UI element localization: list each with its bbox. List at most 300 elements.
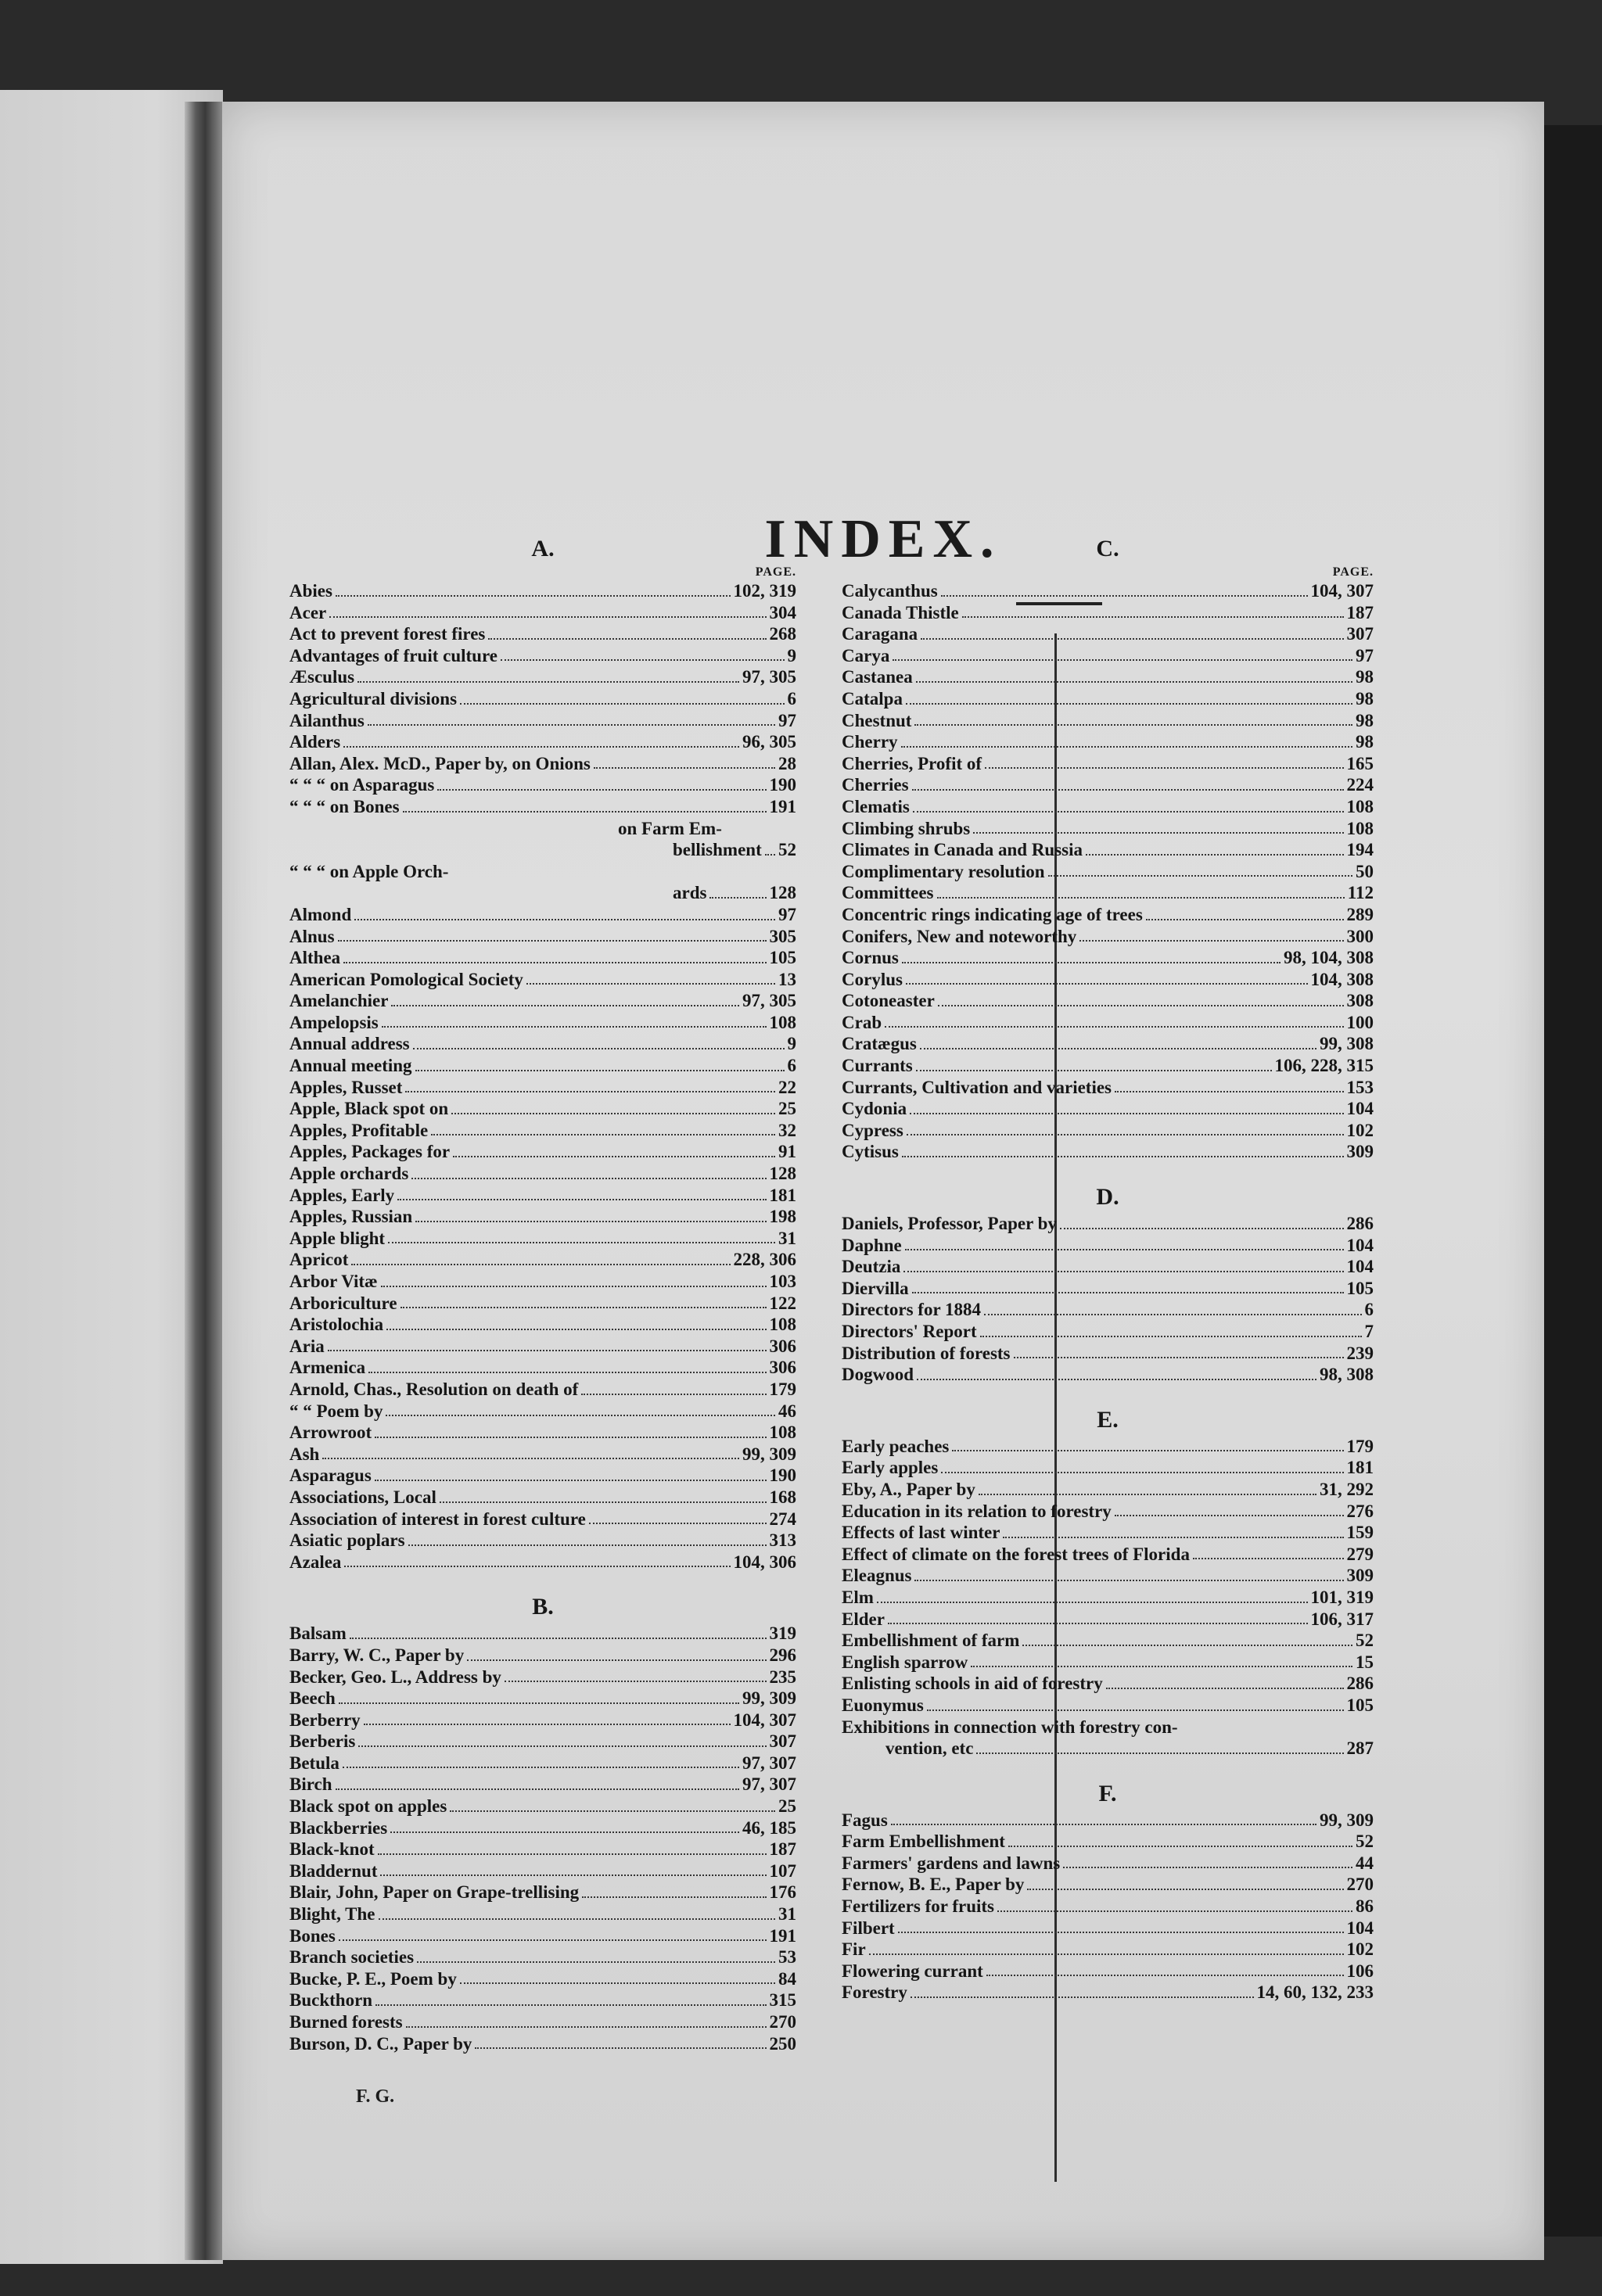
entry-name: Filbert — [842, 1918, 895, 1938]
leader-dots — [869, 1949, 1344, 1955]
entry-page-number: 191 — [769, 796, 796, 816]
leader-dots — [417, 1957, 775, 1963]
entry-page-number: 239 — [1346, 1343, 1374, 1363]
entry-name: Bladdernut — [289, 1860, 378, 1881]
leader-dots — [460, 698, 784, 705]
entry-name: Directors for 1884 — [842, 1300, 981, 1320]
index-entry — [842, 1256, 1374, 1278]
index-entry — [289, 731, 796, 753]
entry-page-number: 296 — [769, 1645, 796, 1665]
leader-dots — [375, 2000, 766, 2006]
index-entry — [842, 1321, 1374, 1343]
book-gutter — [185, 102, 222, 2260]
entry-page-number: 6 — [787, 688, 796, 709]
index-entry — [289, 1796, 796, 1817]
leader-dots — [350, 1633, 767, 1639]
index-entry — [842, 1810, 1374, 1831]
entry-name: Apple orchards — [289, 1164, 409, 1184]
index-entry — [289, 1012, 796, 1034]
entry-page-number: 112 — [1347, 883, 1374, 903]
entry-page-number: 104, 307 — [733, 1709, 796, 1730]
index-entry — [842, 645, 1374, 667]
entry-page-number: 104, 308 — [1310, 969, 1374, 989]
entry-name: Aristolochia — [289, 1315, 384, 1335]
leader-dots — [1146, 914, 1344, 920]
index-entry — [289, 2011, 796, 2033]
index-entry — [289, 1552, 796, 1573]
index-entry — [842, 861, 1374, 883]
index-entry — [289, 1774, 796, 1796]
leader-dots — [451, 1108, 775, 1114]
entry-page-number: 122 — [769, 1293, 796, 1313]
page-title: INDEX. — [764, 509, 1002, 569]
signature-mark: F. G. — [356, 2086, 395, 2107]
entry-name: Branch societies — [289, 1947, 415, 1968]
entry-name: Carya — [842, 645, 890, 665]
entry-page-number: 25 — [778, 1796, 796, 1817]
entry-page-number: 31 — [778, 1904, 796, 1925]
entry-page-number: 108 — [1346, 796, 1374, 816]
index-entry — [289, 688, 796, 710]
index-entry — [289, 1249, 796, 1271]
leader-dots — [594, 762, 775, 769]
index-entry — [289, 753, 796, 775]
entry-name: Act to prevent forest fires — [289, 624, 486, 644]
entry-name: Beech — [289, 1688, 336, 1709]
entry-name: Effects of last winter — [842, 1523, 1000, 1543]
entry-page-number: 274 — [769, 1509, 796, 1529]
index-entry-continuation: “ “ “ on Apple Orch- — [289, 861, 449, 881]
section-spacer — [842, 1386, 1374, 1405]
entry-name: “ “ “ on Bones — [289, 796, 400, 816]
entry-name: Enlisting schools in aid of forestry — [842, 1674, 1103, 1694]
leader-dots — [971, 1661, 1352, 1667]
entry-name: Elder — [842, 1609, 885, 1629]
index-entry — [842, 753, 1374, 775]
entry-name: Farmers' gardens and lawns — [842, 1853, 1061, 1873]
entry-name: Castanea — [842, 667, 913, 687]
leader-dots — [898, 1927, 1344, 1933]
entry-name: Berberis — [289, 1731, 356, 1752]
entry-page-number: 99, 309 — [742, 1444, 796, 1464]
leader-dots — [1048, 870, 1352, 877]
entry-name: “ “ “ on Asparagus — [289, 775, 435, 795]
leader-dots — [453, 1151, 775, 1157]
section-spacer — [289, 1573, 796, 1591]
entry-page-number: 104 — [1346, 1918, 1374, 1938]
section-heading: A. — [531, 536, 555, 561]
entry-name: Elm — [842, 1587, 874, 1607]
entry-page-number: 279 — [1346, 1544, 1374, 1564]
leader-dots — [382, 1021, 767, 1028]
leader-dots — [397, 1194, 766, 1200]
entry-name: Currants — [842, 1056, 913, 1076]
entry-page-number: 194 — [1346, 840, 1374, 860]
leader-dots — [1003, 1532, 1343, 1538]
entry-page-number: 97, 305 — [742, 991, 796, 1011]
index-entry — [289, 1098, 796, 1120]
entry-name: Directors' Report — [842, 1322, 977, 1341]
entry-name: Bucke, P. E., Poem by — [289, 1968, 457, 1989]
leader-dots — [388, 1237, 775, 1243]
entry-name: Farm Embellishment — [842, 1831, 1005, 1852]
entry-page-number: 104 — [1346, 1099, 1374, 1119]
entry-name: Cherries, Profit of — [842, 753, 982, 773]
index-entry — [842, 1213, 1374, 1235]
entry-name: Concentric rings indicating age of trees — [842, 904, 1143, 924]
leader-dots — [440, 1497, 767, 1503]
index-entry — [289, 947, 796, 969]
index-entry — [289, 645, 796, 667]
leader-dots — [406, 2022, 767, 2028]
leader-dots — [914, 1575, 1343, 1581]
entry-name: Agricultural divisions — [289, 688, 458, 709]
entry-name: Berberry — [289, 1709, 361, 1730]
index-entry — [289, 666, 796, 688]
entry-page-number: 304 — [769, 602, 796, 622]
leader-dots — [973, 827, 1343, 834]
index-entry — [842, 1343, 1374, 1365]
index-entry — [289, 1379, 796, 1401]
index-entry — [842, 1033, 1374, 1055]
entry-name: Flowering currant — [842, 1961, 983, 1981]
leader-dots — [505, 1676, 767, 1682]
index-entry — [289, 1293, 796, 1315]
entry-page-number: 98 — [1356, 732, 1374, 752]
entry-page-number: 31, 292 — [1320, 1479, 1374, 1499]
leader-dots — [1106, 1683, 1344, 1689]
entry-name: Cherries — [842, 775, 909, 795]
leader-dots — [368, 1367, 766, 1373]
index-entry — [842, 818, 1374, 840]
index-entry — [289, 990, 796, 1012]
index-entry — [289, 969, 796, 991]
entry-page-number: 50 — [1356, 861, 1374, 881]
index-entry — [842, 1831, 1374, 1853]
entry-page-number: 128 — [769, 883, 796, 903]
entry-page-number: 105 — [769, 948, 796, 968]
entry-name: Clematis — [842, 796, 910, 816]
entry-page-number: 181 — [769, 1185, 796, 1205]
index-entry — [289, 1989, 796, 2011]
entry-page-number: 84 — [778, 1968, 796, 1989]
entry-page-number: 86 — [1356, 1896, 1374, 1917]
entry-page-number: 104 — [1346, 1257, 1374, 1277]
entry-name: Early peaches — [842, 1436, 950, 1456]
entry-name: Arnold, Chas., Resolution on death of — [289, 1379, 579, 1399]
entry-page-number: 108 — [769, 1012, 796, 1032]
leader-dots — [1086, 849, 1343, 856]
entry-name: Corylus — [842, 969, 903, 989]
entry-name: Committees — [842, 883, 934, 903]
leader-dots — [391, 1000, 739, 1006]
index-entry — [289, 1731, 796, 1752]
entry-page-number: 102 — [1346, 1939, 1374, 1960]
entry-name: Climbing shrubs — [842, 818, 971, 838]
entry-page-number: 102, 319 — [733, 581, 796, 601]
index-entry — [842, 1278, 1374, 1300]
entry-name: Forestry — [842, 1982, 907, 2003]
index-entry — [842, 1961, 1374, 1982]
entry-page-number: 289 — [1346, 904, 1374, 924]
entry-page-number: 97, 307 — [742, 1752, 796, 1773]
entry-name: Cornus — [842, 948, 899, 968]
index-entry — [842, 1565, 1374, 1587]
leader-dots — [916, 676, 1352, 683]
leader-dots — [893, 655, 1352, 661]
entry-page-number: 187 — [769, 1839, 796, 1860]
entry-page-number: 250 — [769, 2033, 796, 2054]
entry-page-number: 46 — [778, 1401, 796, 1421]
leader-dots — [488, 633, 766, 640]
index-entry — [289, 1882, 796, 1903]
entry-page-number: 31 — [778, 1228, 796, 1248]
entry-page-number: 309 — [1346, 1566, 1374, 1586]
leader-dots — [914, 719, 1352, 726]
index-entry — [842, 1918, 1374, 1939]
index-entry — [842, 990, 1374, 1012]
index-column-right — [842, 533, 1374, 2004]
leader-dots — [980, 1331, 1362, 1337]
entry-page-number: 168 — [769, 1487, 796, 1507]
index-entry — [289, 1968, 796, 1990]
index-entry — [289, 1666, 796, 1688]
entry-page-number: 98 — [1356, 710, 1374, 730]
leader-dots — [582, 1892, 766, 1898]
index-entry — [842, 1853, 1374, 1874]
entry-page-number: 179 — [1346, 1436, 1374, 1456]
leader-dots — [917, 1374, 1316, 1380]
entry-name: Betula — [289, 1752, 339, 1773]
page-column-label: PAGE. — [1332, 565, 1374, 579]
leader-dots — [1014, 1352, 1344, 1358]
scan-border — [1544, 125, 1602, 2237]
leader-dots — [343, 957, 766, 963]
entry-name: Euonymus — [842, 1695, 924, 1715]
entry-page-number: 96, 305 — [742, 732, 796, 752]
leader-dots — [997, 1906, 1352, 1912]
entry-page-number: 224 — [1346, 775, 1374, 795]
entry-name: Fir — [842, 1939, 866, 1960]
entry-name: Allan, Alex. McD., Paper by, on Onions — [289, 753, 591, 773]
entry-name: Advantages of fruit culture — [289, 645, 497, 665]
leader-dots — [1060, 1223, 1344, 1229]
entry-name: Blackberries — [289, 1817, 388, 1838]
entry-name: Ampelopsis — [289, 1012, 379, 1032]
entry-name: Effect of climate on the forest trees of Florida — [842, 1544, 1190, 1564]
index-entry — [289, 904, 796, 926]
leader-dots — [415, 1216, 766, 1222]
index-entry — [842, 710, 1374, 732]
leader-dots — [338, 935, 767, 942]
entry-name: Apple, Black spot on — [289, 1099, 449, 1119]
leader-dots — [408, 1540, 767, 1546]
entry-name: Fernow, B. E., Paper by — [842, 1874, 1025, 1895]
entry-page-number: 32 — [778, 1120, 796, 1140]
entry-page-number: 9 — [787, 645, 796, 665]
index-entry — [842, 623, 1374, 645]
index-entry — [289, 839, 796, 861]
index-entry — [842, 1141, 1374, 1163]
leader-dots — [400, 1302, 767, 1308]
leader-dots — [901, 741, 1352, 748]
entry-page-number: 308 — [1346, 991, 1374, 1011]
leader-dots — [380, 1870, 766, 1876]
entry-name: Complimentary resolution — [842, 861, 1045, 881]
leader-dots — [979, 1489, 1316, 1495]
entry-page-number: 104 — [1346, 1235, 1374, 1255]
entry-name: Acer — [289, 602, 327, 622]
entry-name: Dogwood — [842, 1365, 914, 1385]
entry-name: Blight, The — [289, 1904, 375, 1925]
entry-page-number: 235 — [769, 1666, 796, 1687]
entry-page-number: 6 — [1364, 1300, 1374, 1320]
index-entry — [289, 882, 796, 904]
entry-page-number: 22 — [778, 1077, 796, 1097]
leader-dots — [437, 784, 766, 791]
index-entry — [289, 1444, 796, 1465]
leader-dots — [589, 1518, 767, 1524]
index-entry — [842, 731, 1374, 753]
index-entry — [289, 1077, 796, 1099]
index-entry — [842, 1939, 1374, 1961]
index-entry — [842, 1235, 1374, 1257]
leader-dots — [328, 1345, 767, 1351]
index-entry — [289, 1401, 796, 1422]
index-entry — [289, 1120, 796, 1142]
leader-dots — [903, 1266, 1343, 1272]
entry-page-number: 102 — [1346, 1120, 1374, 1140]
leader-dots — [1027, 1884, 1343, 1890]
index-entry — [842, 839, 1374, 861]
entry-name: Eleagnus — [842, 1566, 912, 1586]
leader-dots — [709, 892, 766, 899]
entry-name: Azalea — [289, 1552, 342, 1572]
leader-dots — [354, 914, 775, 920]
index-entry — [842, 1896, 1374, 1918]
leader-dots — [877, 1597, 1308, 1603]
leader-dots — [912, 1287, 1344, 1293]
entry-page-number: 181 — [1346, 1458, 1374, 1478]
index-entry — [842, 1874, 1374, 1896]
entry-page-number: 104, 306 — [733, 1552, 796, 1572]
leader-dots — [381, 1281, 767, 1287]
index-entry — [842, 666, 1374, 688]
leader-dots — [386, 1410, 775, 1416]
entry-page-number: 105 — [1346, 1278, 1374, 1298]
index-entry — [842, 1630, 1374, 1652]
leader-dots — [390, 1827, 739, 1833]
index-entry — [289, 710, 796, 732]
index-entry — [842, 926, 1374, 948]
entry-page-number: 286 — [1346, 1214, 1374, 1234]
entry-name: Daphne — [842, 1235, 902, 1255]
entry-name: Burson, D. C., Paper by — [289, 2033, 472, 2054]
entry-name: Asparagus — [289, 1465, 372, 1486]
index-entry — [842, 1738, 1374, 1760]
index-entry — [842, 1982, 1374, 2004]
entry-page-number: 97 — [778, 710, 796, 730]
index-entry — [289, 1752, 796, 1774]
leader-dots — [985, 762, 1343, 769]
leader-dots — [910, 1108, 1343, 1114]
entry-page-number: 228, 306 — [733, 1250, 796, 1270]
leader-dots — [913, 806, 1344, 813]
leader-dots — [938, 1000, 1344, 1006]
entry-page-number: 44 — [1356, 1853, 1374, 1873]
entry-page-number: 270 — [769, 2012, 796, 2032]
leader-dots — [1115, 1510, 1344, 1516]
entry-page-number: 128 — [769, 1164, 796, 1184]
entry-page-number: 106 — [1346, 1961, 1374, 1981]
index-entry — [289, 1314, 796, 1336]
leader-dots — [329, 612, 766, 618]
entry-name: Apples, Russet — [289, 1077, 403, 1097]
entry-page-number: 97, 305 — [742, 667, 796, 687]
entry-page-number: 305 — [769, 926, 796, 946]
entry-name: Diervilla — [842, 1278, 909, 1298]
entry-name: bellishment — [673, 840, 762, 860]
leader-dots — [467, 1655, 766, 1661]
entry-name: Distribution of forests — [842, 1343, 1011, 1363]
leader-dots — [885, 1021, 1343, 1028]
leader-dots — [976, 1748, 1343, 1754]
section-heading: F. — [1098, 1780, 1117, 1806]
leader-dots — [907, 1129, 1344, 1135]
entry-page-number: 306 — [769, 1358, 796, 1378]
index-entry — [842, 1364, 1374, 1386]
leader-dots — [1022, 1640, 1352, 1646]
section-heading: C. — [1096, 536, 1119, 561]
leader-dots — [336, 1784, 739, 1790]
entry-page-number: 52 — [1356, 1631, 1374, 1651]
index-entry — [842, 1299, 1374, 1321]
leader-dots — [351, 1259, 730, 1265]
index-entry-continuation: Exhibitions in connection with forestry con- — [842, 1717, 1178, 1737]
index-entry — [289, 1925, 796, 1947]
entry-name: Apples, Profitable — [289, 1120, 429, 1140]
leader-dots — [891, 1819, 1316, 1825]
entry-name: Canada Thistle — [842, 602, 959, 622]
entry-name: Balsam — [289, 1623, 347, 1644]
entry-page-number: 99, 308 — [1320, 1034, 1374, 1054]
entry-name: “ “ Poem by — [289, 1401, 383, 1421]
leader-dots — [986, 1970, 1344, 1976]
entry-page-number: 315 — [769, 1990, 796, 2011]
index-entry — [289, 1946, 796, 1968]
entry-page-number: 108 — [769, 1315, 796, 1335]
index-entry — [842, 1673, 1374, 1695]
leader-dots — [343, 741, 739, 748]
index-entry — [289, 796, 796, 818]
entry-name: Arboriculture — [289, 1293, 397, 1313]
entry-page-number: 52 — [1356, 1831, 1374, 1852]
index-entry — [842, 1077, 1374, 1099]
entry-page-number: 7 — [1364, 1322, 1374, 1341]
index-entry — [842, 1479, 1374, 1501]
leader-dots — [386, 1324, 766, 1330]
index-entry — [842, 796, 1374, 818]
index-entry — [842, 580, 1374, 602]
index-entry — [289, 1903, 796, 1925]
entry-name: Crab — [842, 1012, 882, 1032]
entry-page-number: 25 — [778, 1099, 796, 1119]
entry-name: Embellishment of farm — [842, 1631, 1020, 1651]
entry-page-number: 52 — [778, 840, 796, 860]
index-entry — [842, 688, 1374, 710]
leader-dots — [501, 655, 785, 661]
entry-page-number: 108 — [769, 1422, 796, 1443]
